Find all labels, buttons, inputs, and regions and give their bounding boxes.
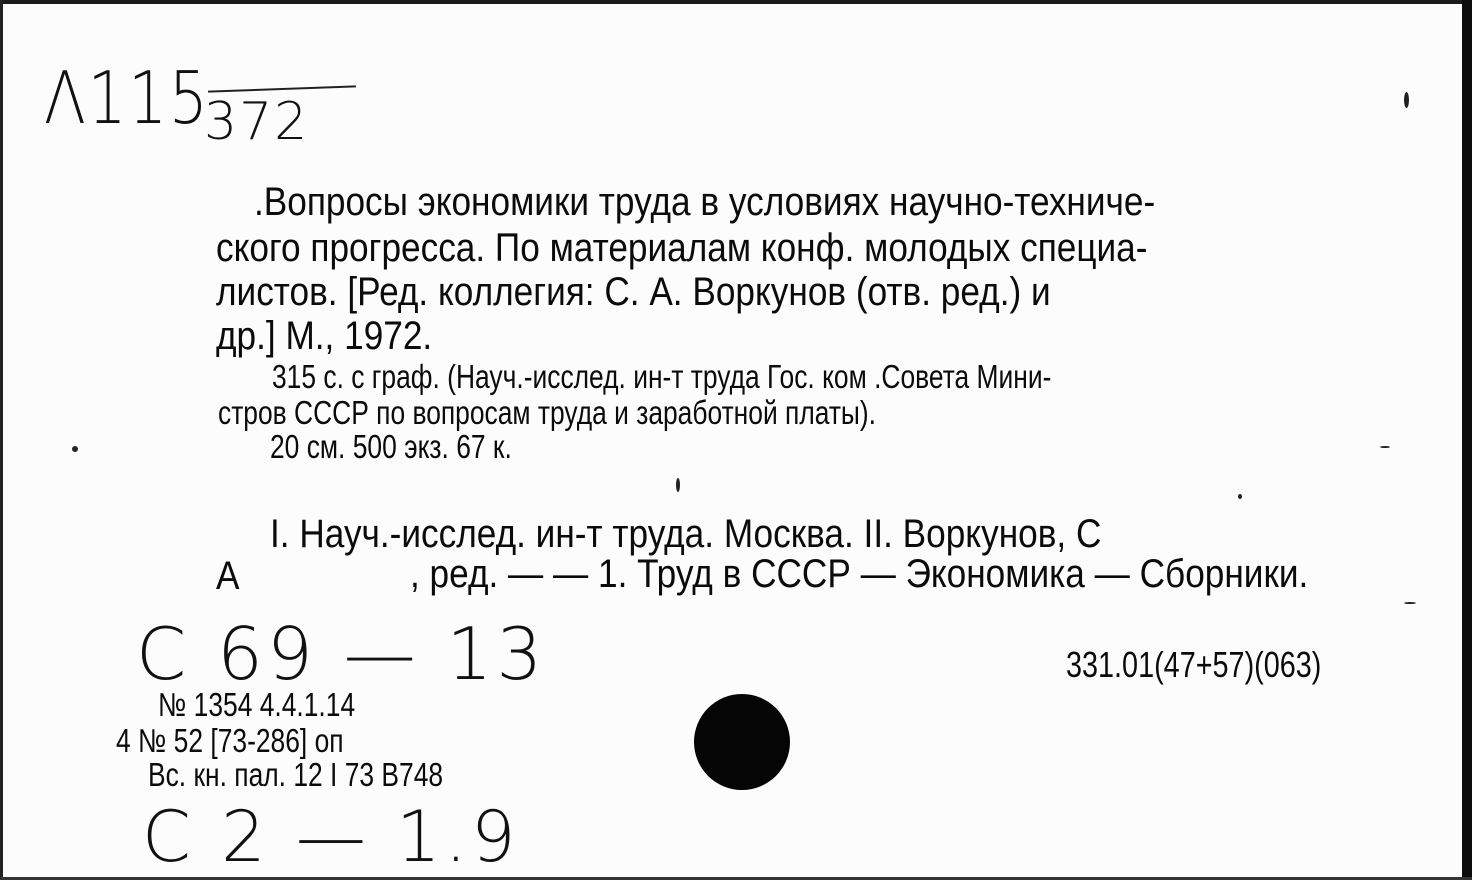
handwritten-code: С 2 — 1.9 [142,796,520,878]
classification-number: 331.01(47+57)(063) [1066,644,1322,685]
tracing-line: I. Науч.-исслед. ин-т труда. Москва. II. Воркунов, С [270,512,1102,556]
card-edge-top [0,0,1472,4]
record-line: № 1354 4.4.1.14 [158,686,356,723]
record-line: Вс. кн. пал. 12 I 73 В748 [148,756,444,793]
title-line: ского прогресса. По материалам конф. молодых специа- [216,226,1148,270]
scan-speck [1404,602,1416,604]
description-line: 315 с. с граф. (Науч.-исслед. ин-т труда Гос. ком .Совета Мини- [272,358,1052,395]
scan-speck [1238,494,1242,499]
card-edge-left [0,0,3,880]
title-line: листов. [Ред. коллегия: С. А. Воркунов (отв. ред.) и [216,270,1051,314]
description-line: 20 см. 500 экз. 67 к. [270,428,512,465]
scan-speck [676,478,680,492]
scan-speck [72,446,78,452]
shelf-number: 372 [204,92,310,152]
tracing-line: А [216,554,240,598]
description-line: стров СССР по вопросам труда и заработной платы). [218,394,877,431]
record-line: 4 № 52 [73-286] оп [116,722,344,759]
scan-speck [1404,92,1409,108]
handwritten-code: С 69 — 13 [136,612,547,696]
title-line: .Вопросы экономики труда в условиях научно-техниче- [254,180,1156,224]
punch-hole [694,694,790,790]
title-line: др.] М., 1972. [216,314,433,358]
tracing-line: , ред. — — 1. Труд в СССР — Экономика — Сборники. [410,552,1309,596]
scan-speck [1380,446,1390,448]
card-edge-right [1462,0,1472,880]
shelf-mark: Λ115 [44,56,210,140]
